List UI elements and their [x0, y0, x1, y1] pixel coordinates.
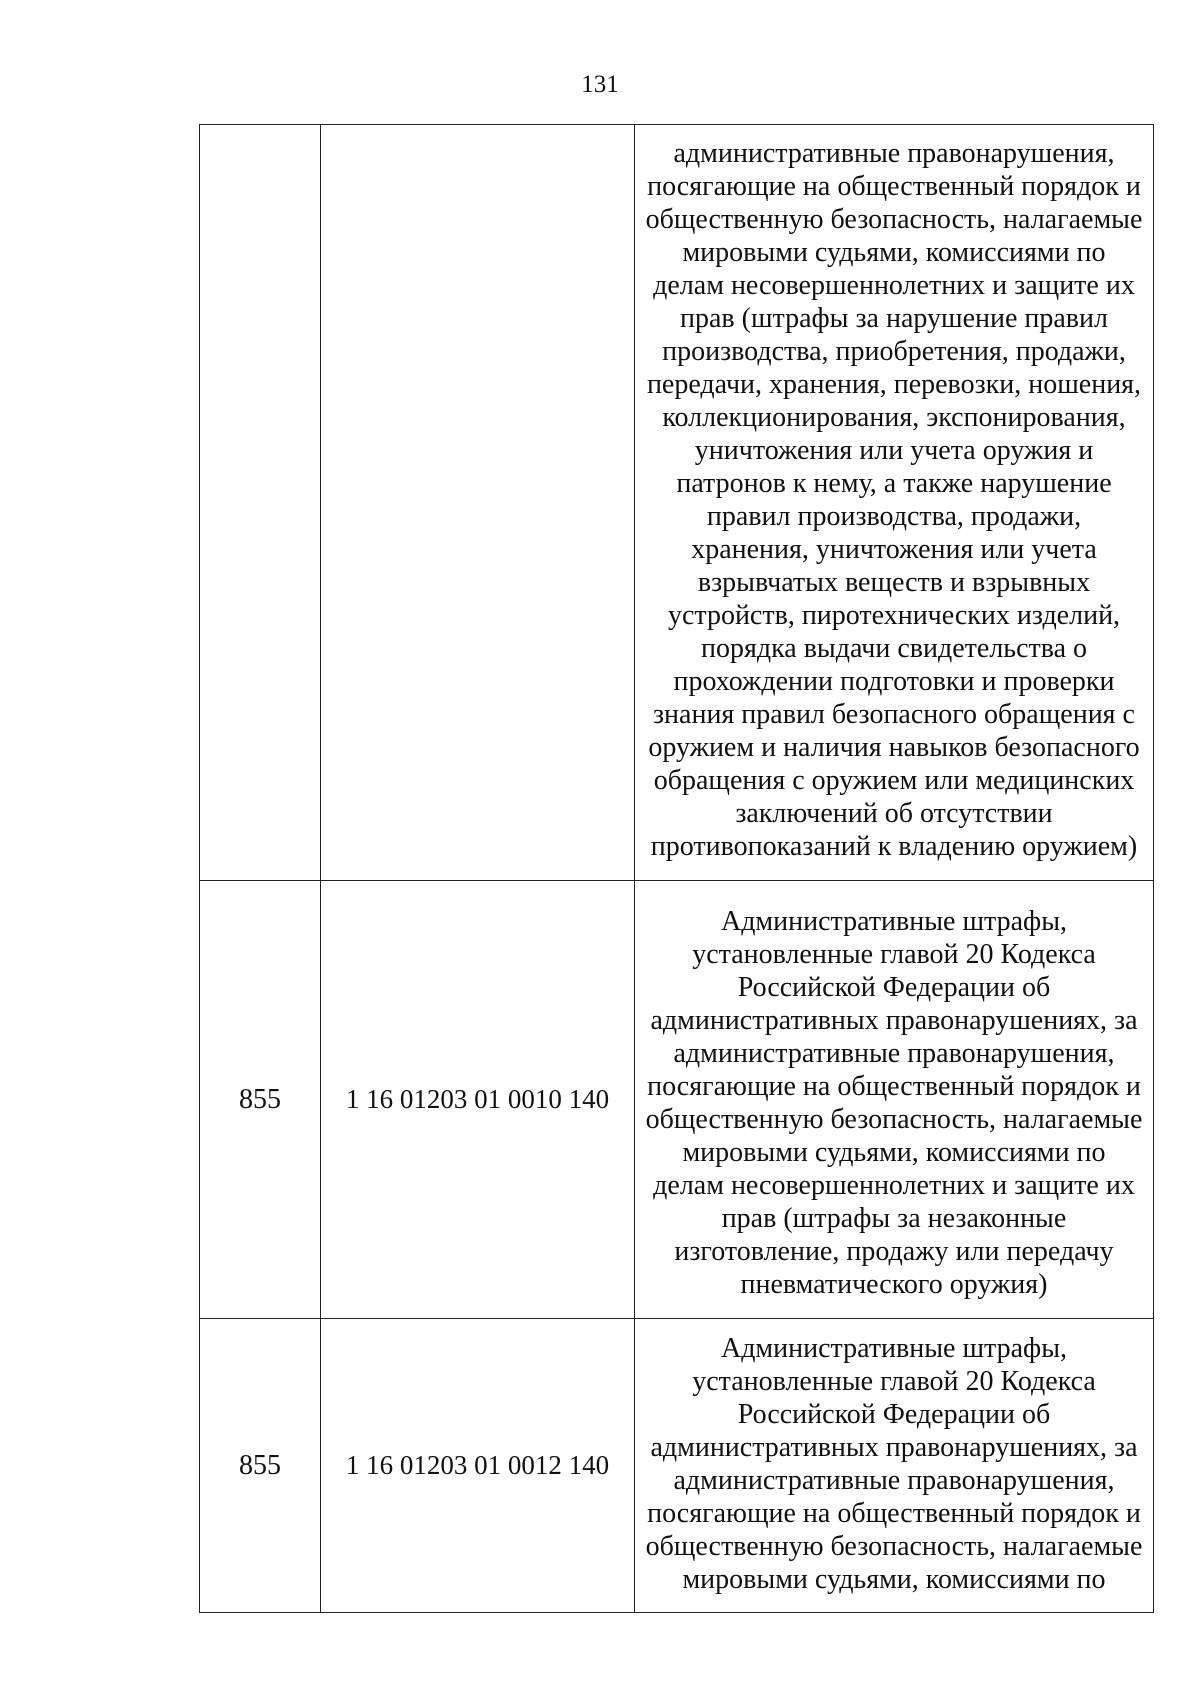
name-line: административные правонарушения,: [673, 1465, 1115, 1496]
name-line: передачи, хранения, перевозки, ношения,: [646, 369, 1142, 400]
revenue-name-cell: [635, 1319, 1154, 1613]
name-line: делам несовершеннолетних и защите их: [653, 1170, 1135, 1201]
name-line: порядка выдачи свидетельства о: [700, 633, 1088, 664]
table-row: [200, 881, 1154, 1319]
revenue-code-table: [199, 124, 1154, 1613]
name-line: посягающие на общественный порядок и: [647, 1498, 1141, 1529]
name-line: административные правонарушения,: [673, 138, 1115, 169]
admin-code-cell: [200, 125, 321, 881]
name-line: посягающие на общественный порядок и: [647, 1071, 1141, 1102]
name-line: пневматического оружия): [740, 1269, 1048, 1300]
name-line: прав (штрафы за незаконные: [721, 1203, 1067, 1234]
name-line: общественную безопасность, налагаемые: [645, 1104, 1143, 1135]
name-line: прав (штрафы за нарушение правил: [680, 303, 1108, 334]
admin-code-cell: 855: [200, 881, 321, 1319]
name-line: делам несовершеннолетних и защите их: [653, 270, 1135, 301]
name-line: административных правонарушениях, за: [650, 1005, 1138, 1036]
name-line: установленные главой 20 Кодекса: [692, 1366, 1096, 1397]
name-line: устройств, пиротехнических изделий,: [667, 600, 1121, 631]
revenue-name-cell: [635, 125, 1154, 881]
name-line: административные правонарушения,: [673, 1038, 1115, 1069]
name-line: общественную безопасность, налагаемые: [645, 204, 1143, 235]
name-line: заключений об отсутствии: [735, 798, 1053, 829]
name-line: прохождении подготовки и проверки: [673, 666, 1115, 697]
name-line: уничтожения или учета оружия и: [694, 435, 1094, 466]
name-line: противопоказаний к владению оружием): [650, 831, 1138, 862]
name-line: взрывчатых веществ и взрывных: [697, 567, 1091, 598]
name-line: установленные главой 20 Кодекса: [692, 939, 1096, 970]
page-number: 131: [581, 71, 619, 98]
kbk-code-cell: 1 16 01203 01 0010 140: [321, 881, 635, 1319]
kbk-code-cell: [321, 125, 635, 881]
name-line: обращения с оружием или медицинских: [653, 765, 1135, 796]
name-line: Российской Федерации об: [737, 1399, 1051, 1430]
name-line: Административные штрафы,: [720, 906, 1068, 937]
name-line: хранения, уничтожения или учета: [691, 534, 1097, 565]
name-line: коллекционирования, экспонирования,: [662, 402, 1126, 433]
kbk-code-cell: 1 16 01203 01 0012 140: [321, 1319, 635, 1613]
name-line: производства, приобретения, продажи,: [662, 336, 1126, 367]
revenue-name-cell: [635, 881, 1154, 1319]
name-line: административных правонарушениях, за: [650, 1432, 1138, 1463]
table-row: [200, 1319, 1154, 1613]
name-line: правил производства, продажи,: [706, 501, 1082, 532]
table-row: [200, 125, 1154, 881]
name-line: патронов к нему, а также нарушение: [676, 468, 1112, 499]
name-line: Административные штрафы,: [720, 1333, 1068, 1364]
name-line: Российской Федерации об: [737, 972, 1051, 1003]
name-line: мировыми судьями, комиссиями по: [682, 1564, 1106, 1595]
name-line: мировыми судьями, комиссиями по: [682, 1137, 1106, 1168]
name-line: общественную безопасность, налагаемые: [645, 1531, 1143, 1562]
name-line: посягающие на общественный порядок и: [647, 171, 1141, 202]
name-line: мировыми судьями, комиссиями по: [682, 237, 1106, 268]
admin-code-cell: 855: [200, 1319, 321, 1613]
name-line: оружием и наличия навыков безопасного: [648, 732, 1140, 763]
name-line: знания правил безопасного обращения с: [652, 699, 1135, 730]
name-line: изготовление, продажу или передачу: [674, 1236, 1114, 1267]
